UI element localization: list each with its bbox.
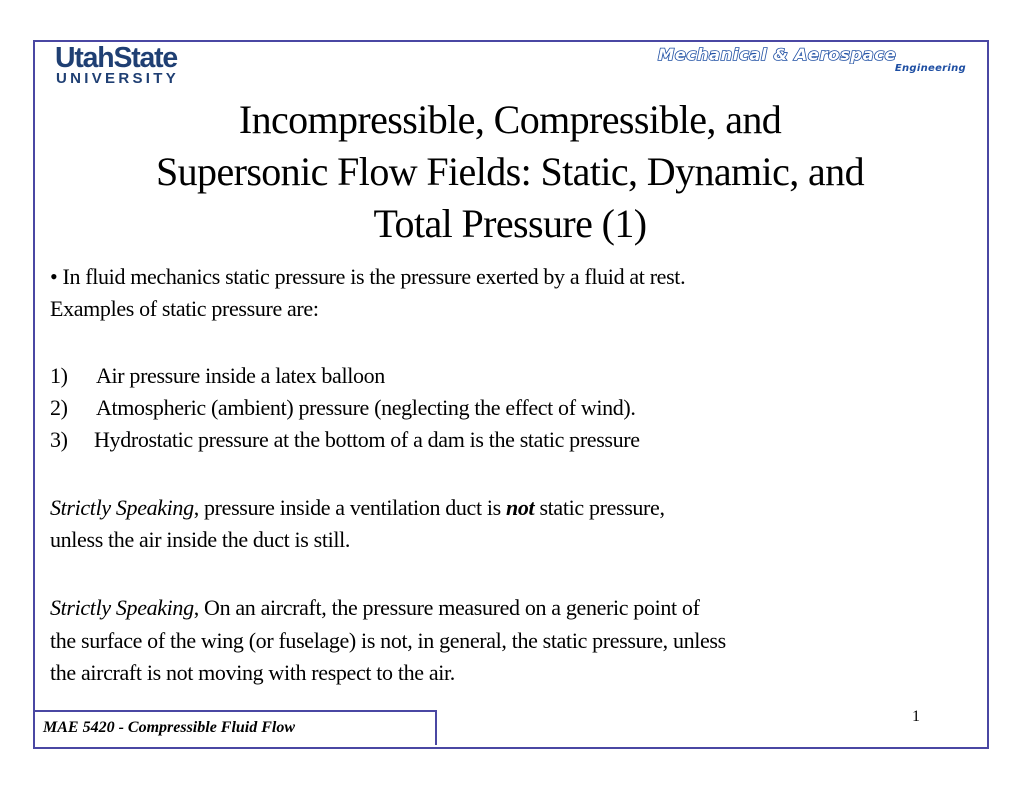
ventilation-duct-note: [50, 492, 665, 556]
slide-title: [40, 94, 980, 250]
note-lead: Strictly Speaking: [50, 595, 194, 620]
mae-logo-subtitle: Engineering: [894, 63, 966, 74]
note-lead: Strictly Speaking: [50, 495, 194, 520]
note-text: static pressure,: [534, 495, 665, 520]
emphasis-not: not: [506, 495, 535, 520]
title-line-1: Incompressible, Compressible, and: [238, 97, 782, 142]
course-footer: [35, 710, 437, 745]
list-item: [50, 360, 640, 392]
logo-subtitle: UNIVERSITY: [56, 70, 180, 87]
bullet-icon: •: [50, 264, 58, 289]
note-line-2: unless the air inside the duct is still.: [50, 527, 351, 552]
list-item: [50, 424, 640, 456]
list-text: Atmospheric (ambient) pressure (neglecting the effect of wind).: [96, 395, 636, 420]
note-text: , pressure inside a ventilation duct is: [193, 495, 506, 520]
intro-paragraph: [50, 261, 685, 325]
intro-line-2: Examples of static pressure are:: [50, 296, 319, 321]
aircraft-note: [50, 592, 726, 690]
list-item: [50, 392, 640, 424]
utah-state-university-logo: [55, 43, 225, 87]
list-text: Hydrostatic pressure at the bottom of a dam is the static pressure: [94, 427, 640, 452]
page-number: 1: [912, 708, 920, 725]
title-line-3: Total Pressure (1): [373, 201, 647, 246]
list-text: Air pressure inside a latex balloon: [96, 363, 385, 388]
logo-wordmark: UtahState: [55, 42, 178, 74]
list-number: 1): [50, 363, 68, 388]
course-title: MAE 5420 - Compressible Fluid Flow: [43, 719, 296, 736]
mae-logo-wordmark: Mechanical & Aerospace: [658, 45, 897, 64]
note-line-3: the aircraft is not moving with respect to the air.: [50, 660, 455, 685]
list-number: 2): [50, 395, 68, 420]
note-line-2: the surface of the wing (or fuselage) is not, in general, the static pressure, unless: [50, 627, 726, 653]
note-text: , On an aircraft, the pressure measured on a generic point of: [193, 595, 700, 620]
mae-department-logo: [658, 46, 968, 76]
examples-list: [50, 360, 640, 456]
title-line-2: Supersonic Flow Fields: Static, Dynamic, and: [156, 149, 864, 194]
list-number: 3): [50, 427, 68, 452]
intro-line-1: In fluid mechanics static pressure is the pressure exerted by a fluid at rest.: [62, 264, 686, 289]
